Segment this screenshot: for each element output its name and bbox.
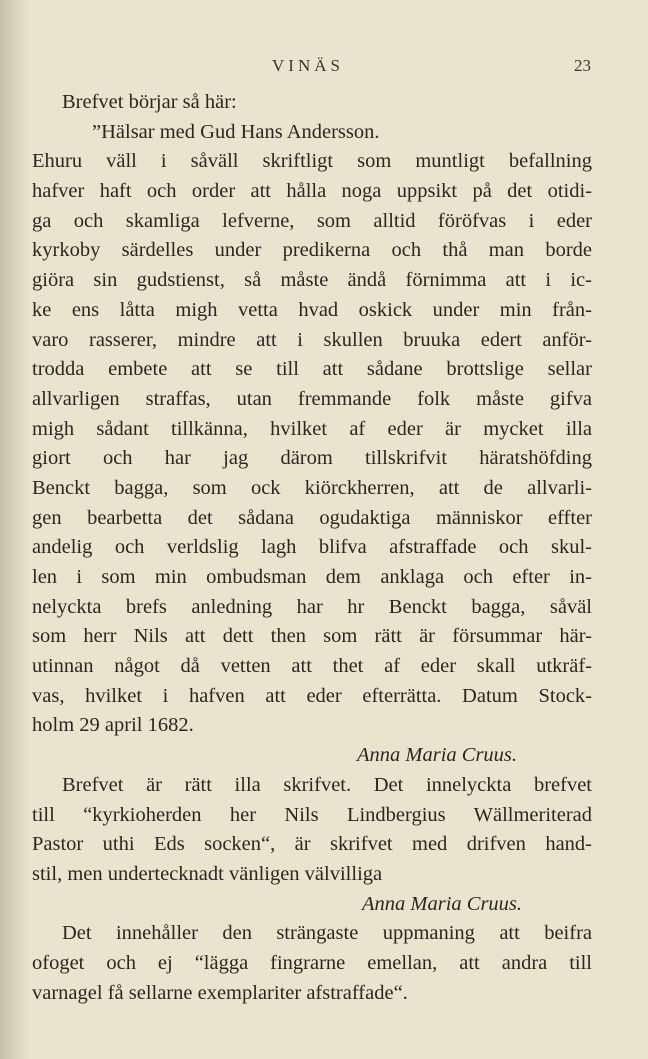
text-line: Pastor uthi Eds socken“, är skrifvet med drifven hand- bbox=[32, 833, 592, 856]
text-line: len i som min ombudsman dem anklaga och efter in- bbox=[32, 566, 592, 588]
text-line: allvarligen straffas, utan fremmande folk måste gifva bbox=[32, 387, 592, 410]
text-line: Brefvet är rätt illa skrifvet. Det innelyckta brefvet bbox=[62, 773, 592, 796]
text-line: utinnan något då vetten att thet af eder skall utkräf- bbox=[32, 655, 592, 678]
text-line: Det innehåller den strängaste uppmaning att beifra bbox=[62, 922, 592, 945]
text-line: holm 29 april 1682. bbox=[32, 714, 194, 737]
text-line: giöra sin gudstienst, så måste ändå förnimma att i ic- bbox=[32, 269, 592, 292]
page-number: 23 bbox=[574, 56, 591, 75]
text-line: gen bearbetta det sådana ogudaktiga människor effter bbox=[32, 506, 592, 529]
text-line: stil, men undertecknadt vänligen välvilliga bbox=[32, 862, 383, 885]
text-line: ga och skamliga lefverne, som alltid föröfvas i eder bbox=[32, 209, 592, 232]
body-text bbox=[32, 88, 592, 1008]
text-line: ke ens låtta migh vetta hvad oskick under min från- bbox=[32, 298, 592, 321]
text-line: ofoget och ej “lägga fingrarne emellan, att andra till bbox=[32, 951, 592, 974]
text-line: vas, hvilket i hafven att eder efterrätta. Datum Stock- bbox=[32, 684, 592, 707]
text-line: ”Hälsar med Gud Hans Andersson. bbox=[92, 120, 380, 143]
text-line: migh sådant tillkänna, hvilket af eder är mycket illa bbox=[32, 417, 592, 440]
text-line: trodda embete att se till att sådane brottslige sellar bbox=[32, 358, 592, 381]
text-line: giort och har jag därom tillskrifvit häratshöfding bbox=[32, 447, 592, 470]
text-line: Ehuru väll i såväll skriftligt som muntligt befallning bbox=[32, 150, 592, 173]
text-line: nelyckta brefs anledning har hr Benckt bagga, såväl bbox=[32, 595, 592, 618]
text-line: hafver haft och order att hålla noga uppsikt på det otidi- bbox=[32, 180, 592, 203]
text-line: varo rasserer, mindre att i skullen bruuka edert anför- bbox=[32, 328, 592, 351]
text-line: varnagel få sellarne exemplariter afstraffade“. bbox=[32, 981, 408, 1004]
text-line: som herr Nils att dett then som rätt är försummar här- bbox=[32, 625, 592, 648]
running-header-title: VINÄS bbox=[272, 56, 344, 75]
text-line: Brefvet börjar så här: bbox=[62, 91, 237, 113]
text-line: till “kyrkioherden her Nils Lindbergius Wällmeriterad bbox=[32, 803, 592, 826]
text-line: Benckt bagga, som ock kiörckherren, att de allvarli- bbox=[32, 476, 592, 499]
signature-line: Anna Maria Cruus. bbox=[357, 744, 518, 767]
text-line: andelig och verldslig lagh blifva afstraffade och skul- bbox=[32, 536, 592, 559]
signature-line: Anna Maria Cruus. bbox=[362, 892, 523, 915]
text-line: kyrkoby särdelles under predikerna och thå man borde bbox=[32, 239, 592, 262]
